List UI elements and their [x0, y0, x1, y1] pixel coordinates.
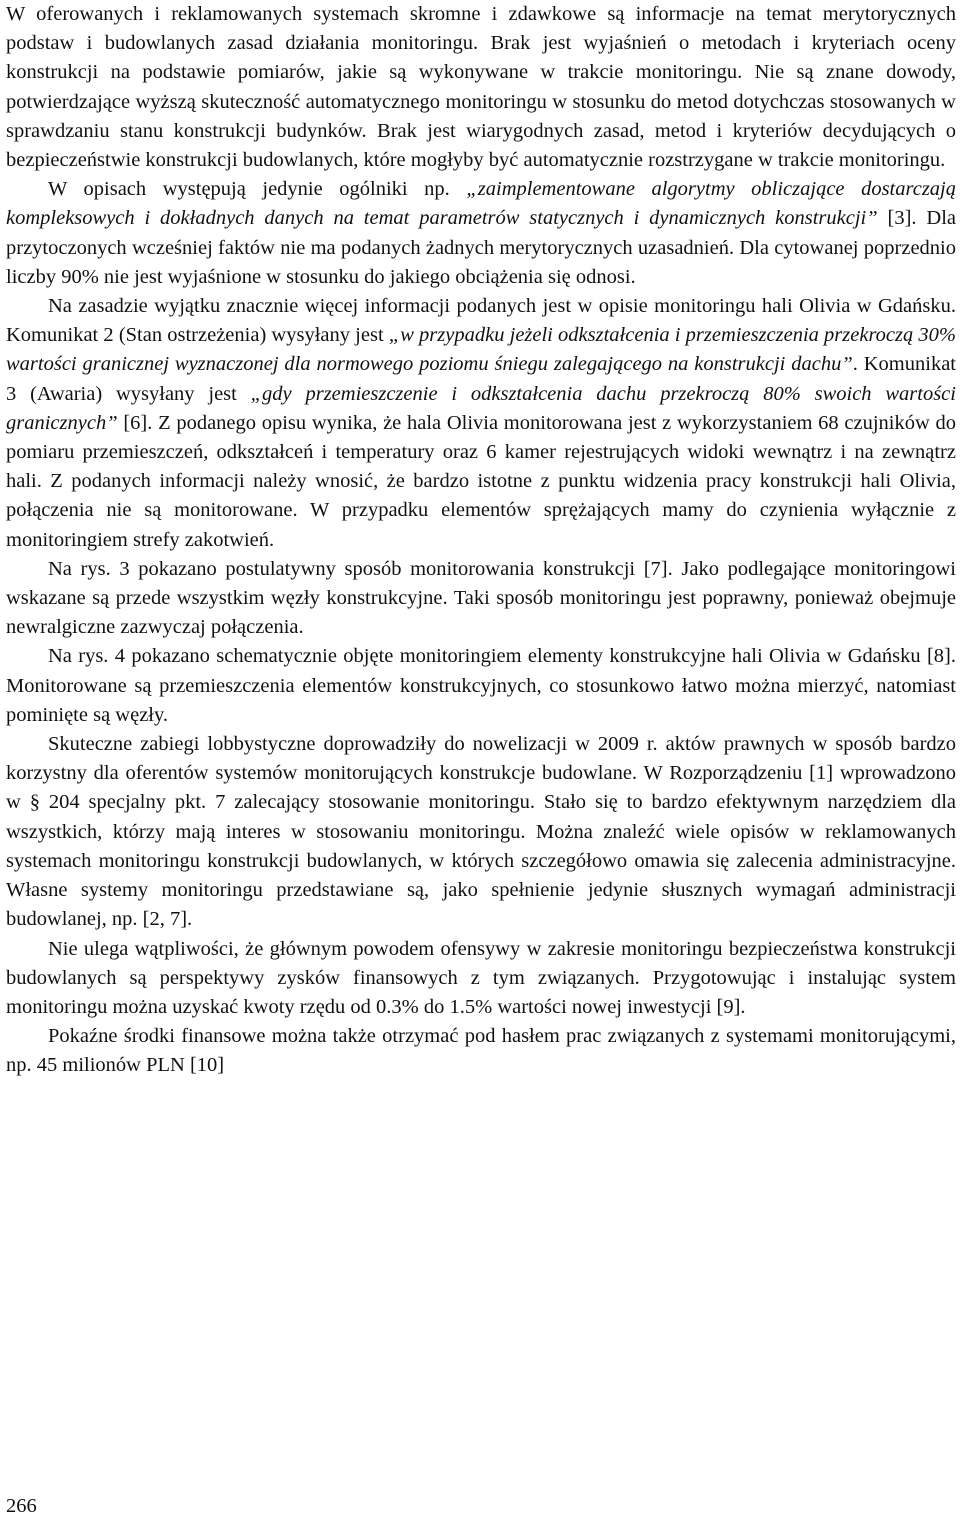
paragraph-5-text: Na rys. 4 pokazano schematycznie objęte monitoringiem elementy konstrukcyjne hali Olivia w Gdańsku [8]. Monitorowane są przemieszczenia elementów konstrukcyjnych, co stosunkowo łatwo można mierzyć, natomiast pominięte są węzły. — [6, 645, 956, 726]
paragraph-8 — [6, 1022, 956, 1080]
paragraph-4-text: Na rys. 3 pokazano postulatywny sposób monitorowania konstrukcji [7]. Jako podlegające monitoringowi wskazane są przede wszystkim węzły konstrukcyjne. Taki sposób monitoringu jest poprawny, ponieważ obejmuje newralgiczne zazwyczaj połączenia. — [6, 557, 956, 639]
paragraph-7 — [6, 935, 956, 1023]
paragraph-1-text: W oferowanych i reklamowanych systemach skromne i zdawkowe są informacje na temat merytorycznych podstaw i budowlanych zasad działania monitoringu. Brak jest wyjaśnień o metodach i kryteriach oceny konstrukcji na podstawie pomiarów, jakie są wykonywane w trakcie monitoringu. Nie są znane dowody, potwierdzające wyższą skuteczność automatycznego monitoringu w stosunku do metod dotychczas stosowanych w sprawdzaniu stanu konstrukcji budynków. Brak jest wiarygodnych zasad, metod i kryteriów decydujących o bezpieczeństwie konstrukcji budowlanych, które mogłyby być automatycznie rozstrzygane w trakcie monitoringu. — [6, 3, 956, 172]
paragraph-1 — [6, 0, 956, 175]
paragraph-5 — [6, 642, 956, 730]
document-page — [6, 0, 956, 1081]
paragraph-7-text: Nie ulega wątpliwości, że głównym powodem ofensywy w zakresie monitoringu bezpieczeństwa konstrukcji budowlanych są perspektywy zysków finansowych z tym związanych. Przygotowując i instalując system monitoringu można uzyskać kwoty rzędu od 0.3% do 1.5% wartości nowej inwestycji [9]. — [6, 937, 956, 1018]
paragraph-3-text-c: [6]. Z podanego opisu wynika, że hala Olivia monitorowana jest z wykorzystaniem 68 czujników do pomiaru przemieszczeń, odkształceń i temperatury oraz 6 kamer rejestrujących widoki wewnątrz i na zewnątrz hali. Z podanych informacji należy wnosić, że bardzo istotne z punktu widzenia pracy konstrukcji hali Olivia, połączenia nie są monitorowane. W przypadku elementów sprężających mamy do czynienia wyłącznie z monitoringiem strefy zakotwień. — [6, 411, 956, 551]
paragraph-6-text: Skuteczne zabiegi lobbystyczne doprowadziły do nowelizacji w 2009 r. aktów prawnych w sposób bardzo korzystny dla oferentów systemów monitorujących konstrukcje budowlane. W Rozporządzeniu [1] wprowadzono w § 204 specjalny pkt. 7 zalecający stosowanie monitoringu. Stało się to bardzo efektywnym narzędziem dla wszystkich, którzy mają interes w stosowaniu monitoringu. Można znaleźć wiele opisów w reklamowanych systemach monitoringu konstrukcji budowlanych, w których szczegółowo omawia się zalecenia administracyjne. Własne systemy monitoringu przedstawiane są, jako spełnienie jedynie słusznych wymagań administracji budowlanej, np. [2, 7]. — [6, 733, 956, 931]
paragraph-2-text-a: W opisach występują jedynie ogólniki np. — [48, 178, 467, 201]
paragraph-3-text-a: Na zasadzie wyjątku znacznie więcej informacji podanych jest w opisie monitoringu hali Olivia w Gdańsku. Komunikat 2 (Stan ostrzeżenia) wysyłany jest — [6, 295, 956, 347]
paragraph-3-text-b: . Komunikat 3 (Awaria) wysyłany jest — [6, 353, 956, 405]
paragraph-2-text-b: [3]. Dla przytoczonych wcześniej faktów nie ma podanych żadnych merytorycznych uzasadnień. Dla cytowanej poprzednio liczby 90% nie jest wyjaśnione w stosunku do jakiego obciążenia się odnosi. — [6, 207, 956, 288]
page-number: 266 — [6, 1495, 37, 1517]
paragraph-3-quote-1: „w przypadku jeżeli odkształcenia i przemieszczenia przekroczą 30% wartości granicznej wyznaczonej dla normowego poziomu śniegu zalegającego na konstrukcji dachu” — [6, 324, 956, 376]
paragraph-3 — [6, 292, 956, 555]
paragraph-2-quote: „zaimplementowane algorytmy obliczające dostarczają kompleksowych i dokładnych danych na temat parametrów statycznych i dynamicznych konstrukcji” — [6, 178, 956, 230]
paragraph-4 — [6, 555, 956, 643]
paragraph-8-text: Pokaźne środki finansowe można także otrzymać pod hasłem prac związanych z systemami monitorującymi, np. 45 milionów PLN [10] — [6, 1025, 956, 1077]
paragraph-3-quote-2: „gdy przemieszczenie i odkształcenia dachu przekroczą 80% swoich wartości granicznych” — [6, 382, 956, 434]
paragraph-6 — [6, 730, 956, 934]
paragraph-2 — [6, 175, 956, 292]
